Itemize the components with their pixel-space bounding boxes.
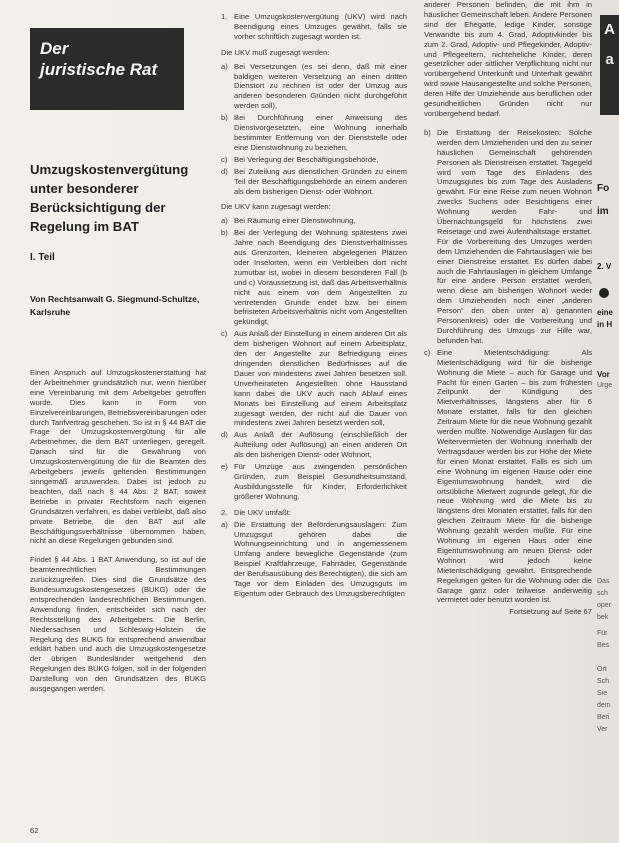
list-item	[221, 216, 407, 226]
edge-fragment: a	[605, 51, 614, 68]
item-text: Bei Räumung einer Dienstwohnung,	[234, 216, 356, 226]
item-text: Eine Mietentschädigung: Als Mietentschädigung wird für die bisherige Wohnung die Miete – auch für Garage und Pacht für einen Garten – bis zum frühesten Zeitpunkt der Kündigung des Mietverhältnisses, längstens aber für 6 Monate erstattet, falls für den gleichen Zeitraum Miete für die neue Wohnung gezahlt werden mußte. Notwendige Auslagen für das Weitervermieten der Wohnung innerhalb der Vertragsdauer werden bis zur Höhe der Miete für einen Monat erstattet. Falls es sich um eine Wohnung im eigenen Hause oder eine Eigentumswohnung handelt, wird die ortsübliche Mietwert zugrunde gelegt, für die neue Wohnung wird die Miete bis zu längstens drei Monaten erstattet, falls für den gleichen Zeitraum Miete für die bisherige Wohnung gezahlt werden mußte. Für eine Wohnung im eigenen Haus oder eine Eigentumswohnung am neuen Dienst- oder Wohnort wird jedoch keine Mietentschädigung gewährt. Entsprechende Regelungen gelten für die Wohnung oder die Garage ganz oder teilweise anderweitig vermietet oder benutzt worden ist.	[437, 347, 592, 605]
column-2	[221, 12, 407, 601]
edge-fragment: Sie	[597, 690, 608, 697]
edge-fragment: Bes	[597, 642, 610, 649]
item-marker: e)	[221, 462, 228, 472]
item-marker: a)	[221, 519, 228, 529]
list-heading: Die UKV muß zugesagt werden:	[221, 47, 330, 57]
list-item	[221, 329, 407, 428]
list-item	[221, 430, 407, 460]
bullet-icon	[599, 288, 609, 298]
edge-fragment: oper	[597, 602, 612, 609]
item-marker: b)	[424, 127, 431, 137]
list-item	[424, 128, 592, 346]
page-number: 62	[30, 826, 39, 835]
item-text: Bei Versetzungen (es sei denn, daß mit einer baldigen weiteren Versetzung an einen dritten Dienstort zu rechnen ist oder der Umzug aus anderen besonderen Gründen nicht durchgeführt werden soll),	[234, 61, 407, 111]
edge-fragment: A	[604, 21, 615, 38]
article-author: Von Rechtsanwalt G. Siegmund-Schultze, Karlsruhe	[30, 294, 200, 317]
section-header-box	[30, 28, 184, 110]
edge-fragment: Sch	[597, 678, 610, 685]
numbered-item	[221, 508, 407, 518]
item-marker: 2.	[221, 507, 228, 517]
article-title: Umzugskostenvergütung unter besonderer Berücksichtigung der Regelung im BAT	[30, 162, 189, 234]
list-item	[221, 167, 407, 197]
list-item	[424, 348, 592, 606]
edge-fragment: sch	[597, 590, 608, 597]
list-item	[221, 62, 407, 112]
edge-fragment: in H	[597, 320, 613, 329]
item-text: Bei der Verlegung der Wohnung spätestens zwei Jahre nach Beendigung des Dienstverhältnisses aus Grenzorten, kleineren abgelegenen Plätzen oder Inselorten, wenn ein Verbleiben dort nicht zumutbar ist, wobei in diesem besonderen Fall (b und c) Voraussetzung ist, daß das Arbeitsverhältnis nicht aus einem von dem Angestellten zu vertretenden Grunde endet bzw. bei einem befristeten Arbeitsverhältnis nicht vom Angestellten gekündigt,	[234, 228, 407, 327]
numbered-item	[221, 12, 407, 42]
paragraph: Einen Anspruch auf Umzugskostenerstattung hat der Arbeitnehmer grundsätzlich nur, wenn hierüber eine Vereinbarung mit dem Arbeitgeber getroffen wurde. Dies kann in Form von Einzelvereinbarungen, Betriebsvereinbarungen oder durch Tarifvertrag geschehen. So ist in § 44 BAT die Frage der Umzugskostenvergütung für alle Arbeitnehmer, die dem BAT unterliegen, geregelt. Danach sind für die Gewährung von Umzugskostenvergütung die für die Beamten des Arbeitgebers jeweils geltenden Bestimmungen sinngemäß anzuwenden. Dabei ist jedoch zu beachten, daß nach § 44 Abs. 2 BAT, soweit Betriebe in privater Rechtsform nach eigenen Grundsätzen verfahren, es dabei verbleibt, daß also private Betriebe, die den BAT auf alle Beschäftigungsverhältnisse übernommen haben, nicht an diese Regelungen gebunden sind.	[30, 368, 206, 546]
item-text: Bei Durchführung einer Anweisung des Dienstvorgesetzten, eine Wohnung innerhalb bestimmter Entfernung von der Dienststelle oder eine Dienstwohnung zu beziehen,	[234, 113, 407, 152]
item-marker: d)	[221, 430, 228, 440]
list-item	[221, 520, 407, 599]
list-item	[221, 113, 407, 153]
item-text: Bei Verlegung der Beschäftigungsbehörde,	[234, 154, 379, 164]
item-marker: b)	[221, 228, 228, 238]
item-marker: c)	[221, 154, 228, 164]
article-part: I. Teil	[30, 252, 55, 263]
continuation-note: Fortsetzung auf Seite 67	[509, 607, 592, 617]
list-item	[221, 228, 407, 327]
item-text: Aus Anlaß der Auflösung (einschließlich der Aufteilung oder Auflösung) an einen anderen Ort als den bisherigen Dienst- oder Wohnort,	[234, 430, 407, 460]
edge-fragment: Urge	[597, 382, 613, 389]
edge-fragment: eine	[597, 308, 614, 317]
edge-fragment: im	[597, 206, 609, 217]
item-marker: c)	[424, 347, 431, 357]
item-text: Die Erstattung der Beförderungsauslagen: Zum Umzugsgut gehören dabei die Wohnungseinrichtung und in angemessenem Umfang andere bewegliche Gegenstände (zum Beispiel Kraftfahrzeuge, Fahrräder, Gegenstände der Berufsausübung des Berechtigten), die sich am Tage vor dem Einladen des Umzugsguts im Eigentum oder Gebrauch des Umzugsberechtigten	[234, 519, 407, 598]
item-text: Bei Zuteilung aus dienstlichen Gründen zu einem Teil der Beschäftigungsbehörde an einem anderen als dem bisherigen Dienst- oder Wohnort.	[234, 166, 407, 196]
item-text: Die UKV umfaßt:	[234, 507, 291, 517]
edge-fragment: Vor	[597, 370, 610, 379]
header-line-2: juristische Rat	[40, 60, 158, 79]
item-text: Eine Umzugskostenvergütung (UKV) wird nach Beendigung eines Umzuges gewährt, falls sie vorher schriftlich zugesagt worden ist.	[234, 12, 407, 41]
paragraph: anderer Personen befinden, die mit ihm in häuslicher Gemeinschaft leben. Andere Personen sind der Ehegatte, ledige Kinder, sonstige Verwandte bis zum 4. Grad, Adoptivkinder bis zum 2. Grad, Adoptiv- und Pflegekinder, Adoptiv- und Pflegeeltern, nichteheliche Kinder, deren gesetzlicher oder sittlicher Verpflichtung nicht nur vorübergehend Unterkunft und Unterhalt gewährt wird sowie Hausangestellte und solche Personen, deren Hilfe der Umziehende aus beruflichen oder gesundheitlichen Gründen nicht nur vorübergehend bedarf.	[424, 0, 592, 118]
edge-fragment: Beri	[597, 714, 610, 721]
adjacent-header-fragment	[600, 15, 619, 115]
item-marker: b)	[221, 113, 228, 123]
edge-fragment: Ort	[597, 666, 607, 673]
item-marker: a)	[221, 61, 228, 71]
list-item	[221, 462, 407, 502]
item-marker: a)	[221, 216, 228, 226]
edge-fragment: bek	[597, 614, 609, 621]
edge-fragment: dem	[597, 702, 611, 709]
edge-fragment: Fo	[597, 183, 610, 194]
edge-fragment: Ver	[597, 726, 608, 733]
item-text: Die Erstattung der Reisekosten: Solche werden dem Umziehenden und den zu seiner häuslichen Gemeinschaft gehörenden Personen als Dienstreisen erstattet. Tagegeld wird vom Tage des Einladens des Umzugsgutes bis zum Tage des Ausladens gewährt. Für eine Reise zum neuen Wohnort zwecks Suchens oder Besichtigens einer Wohnung werden Fahr- und Übernachtungsgeld für höchstens zwei Reisetage und zwei Aufenthaltstage erstattet. Für die Vorbereitung des Umzuges werden dem Umziehenden die Fahrtauslagen wie bei einer Dienstreise erstattet. Es dürfen dabei auch die Fahrtauslagen in gleichem Umfange für eine andere Person erstattet werden, wenn diese am bisherigen Wohnort weder dem Umziehenden noch einer „anderen Person“ den oben unter a) genannten Personenkreis) oder die Vorbereitung und Durchführung des Umzugs zur Hilfe war, befunden hat.	[437, 127, 592, 345]
item-text: Aus Anlaß der Einstellung in einem anderen Ort als dem bisherigen Wohnort auf einem Arbeitsplatz, den der Angestellte zur Befriedigung eines dringenden dienstlichen Bedürfnisses auf die Dauer von mindestens zwei Jahren besetzen soll. Unverheirateten Angestellten ohne Hausstand kann dabei die UKV auch nach Ablauf eines Monats bei Einstellung auf einem Arbeitsplatz zugesagt werden, der nicht auf die Dauer von mindestens zwei Jahren besetzt werden soll,	[234, 329, 407, 428]
column-1	[30, 368, 206, 703]
item-marker: c)	[221, 329, 228, 339]
list-heading: Die UKV kann zugesagt werden:	[221, 202, 331, 212]
edge-fragment: Das	[597, 578, 610, 585]
edge-fragment: Für	[597, 630, 608, 637]
paragraph: Findet § 44 Abs. 1 BAT Anwendung, so ist auf die beamtenrechtlichen Bestimmungen zurückzugreifen. Dies sind die Grundsätze des Bundesumzugskostengesetzes (BUKG) oder die entsprechenden landesrechtlichen Bestimmungen. Anwendung finden, entscheidet sich nach der Rechtsstellung des Arbeitgebers. Die Berlin, Niedersachsen und Schleswig-Holstein die Regelung des BUKG für entsprechend anwendbar erklärt haben und auch die Umzugskostengesetze der übrigen Bundesländer weitgehend den Regelungen des BUKG folgen, soll in der folgenden Darstellung von den Grundsätzen des BUKG ausgegangen werden.	[30, 555, 206, 694]
item-marker: d)	[221, 166, 228, 176]
list-item	[221, 155, 407, 165]
header-line-1: Der	[40, 39, 69, 58]
item-marker: 1.	[221, 12, 228, 21]
column-3	[424, 0, 592, 617]
edge-fragment: 2. V	[597, 262, 612, 271]
item-text: Für Umzüge aus zwingenden persönlichen Gründen, zum Beispiel Gesundheitsumstand, Ausbildungsstelle für Kinder, Erforderlichkeit größerer Wohnung.	[234, 462, 407, 501]
